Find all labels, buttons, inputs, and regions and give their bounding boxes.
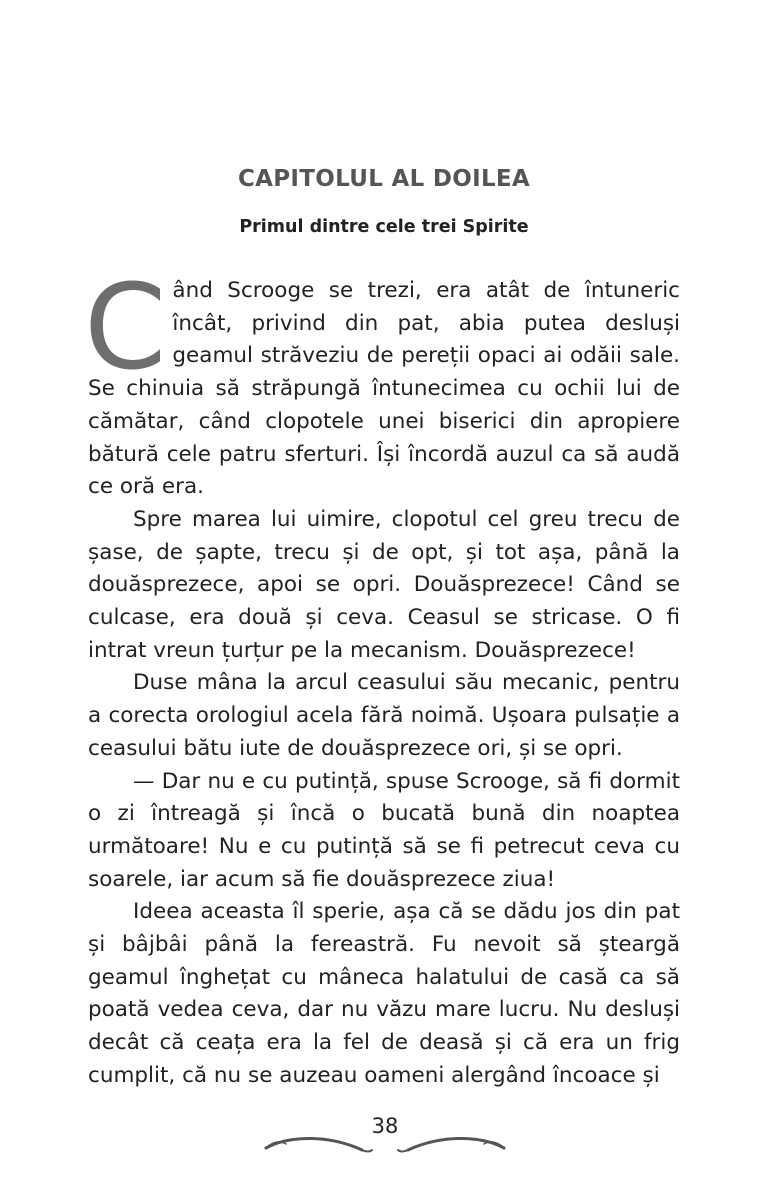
paragraph-4: — Dar nu e cu putință, spuse Scrooge, să fi dormit o zi întreagă și încă o bucată bună din noaptea următoare! Nu e cu putință să se fi petrecut ceva cu soarele, iar acum să fie douăsprezece ziua! [88,768,680,892]
body-text [84,258,680,1093]
page-number: 38 [371,1114,399,1138]
chapter-title: CAPITOLUL AL DOILEA [237,166,531,192]
page-footer [262,1108,508,1164]
paragraph-2: Spre marea lui uimire, clopotul cel greu trecu de șase, de șapte, trecu și de opt, și tot așa, până la douăsprezece, apoi se opri. Douăsprezece! Când se culcase, era două și ceva. Ceasul se stricase. O fi intrat vreun țurțur pe la mecanism. Douăsprezece! [88,506,680,663]
chapter-subtitle: Primul dintre cele trei Spirite [239,217,529,237]
paragraph-3: Duse mâna la arcul ceasului său mecanic, pentru a corecta orologiul acela fără noimă. Ușoara pulsație a ceasului bătu iute de douăsprezece ori, și se opri. [88,670,680,761]
drop-cap: C [84,258,167,396]
paragraph-1 [84,258,680,504]
paragraph-1-text: ând Scrooge se trezi, era atât de întuneric încât, privind din pat, abia putea desluși geamul străveziu de pereții opaci ai odăii sale. Se chinuia să străpungă întunecimea cu ochii lui de cămătar, când clopotele unei biserici din apropiere bătură cele patru sferturi. Își încordă auzul ca să audă ce oră era. [88,278,680,500]
paragraph-5: Ideea aceasta îl sperie, așa că se dădu jos din pat și bâjbâi până la fereastră. Fu nevoit să șteargă geamul înghețat cu mâneca halatului de casă ca să poată vedea ceva, dar nu văzu mare lucru. Nu desluși decât că ceața era la fel de deasă și că era un frig cumplit, că nu se auzeau oameni alergând încoace și [88,899,680,1088]
